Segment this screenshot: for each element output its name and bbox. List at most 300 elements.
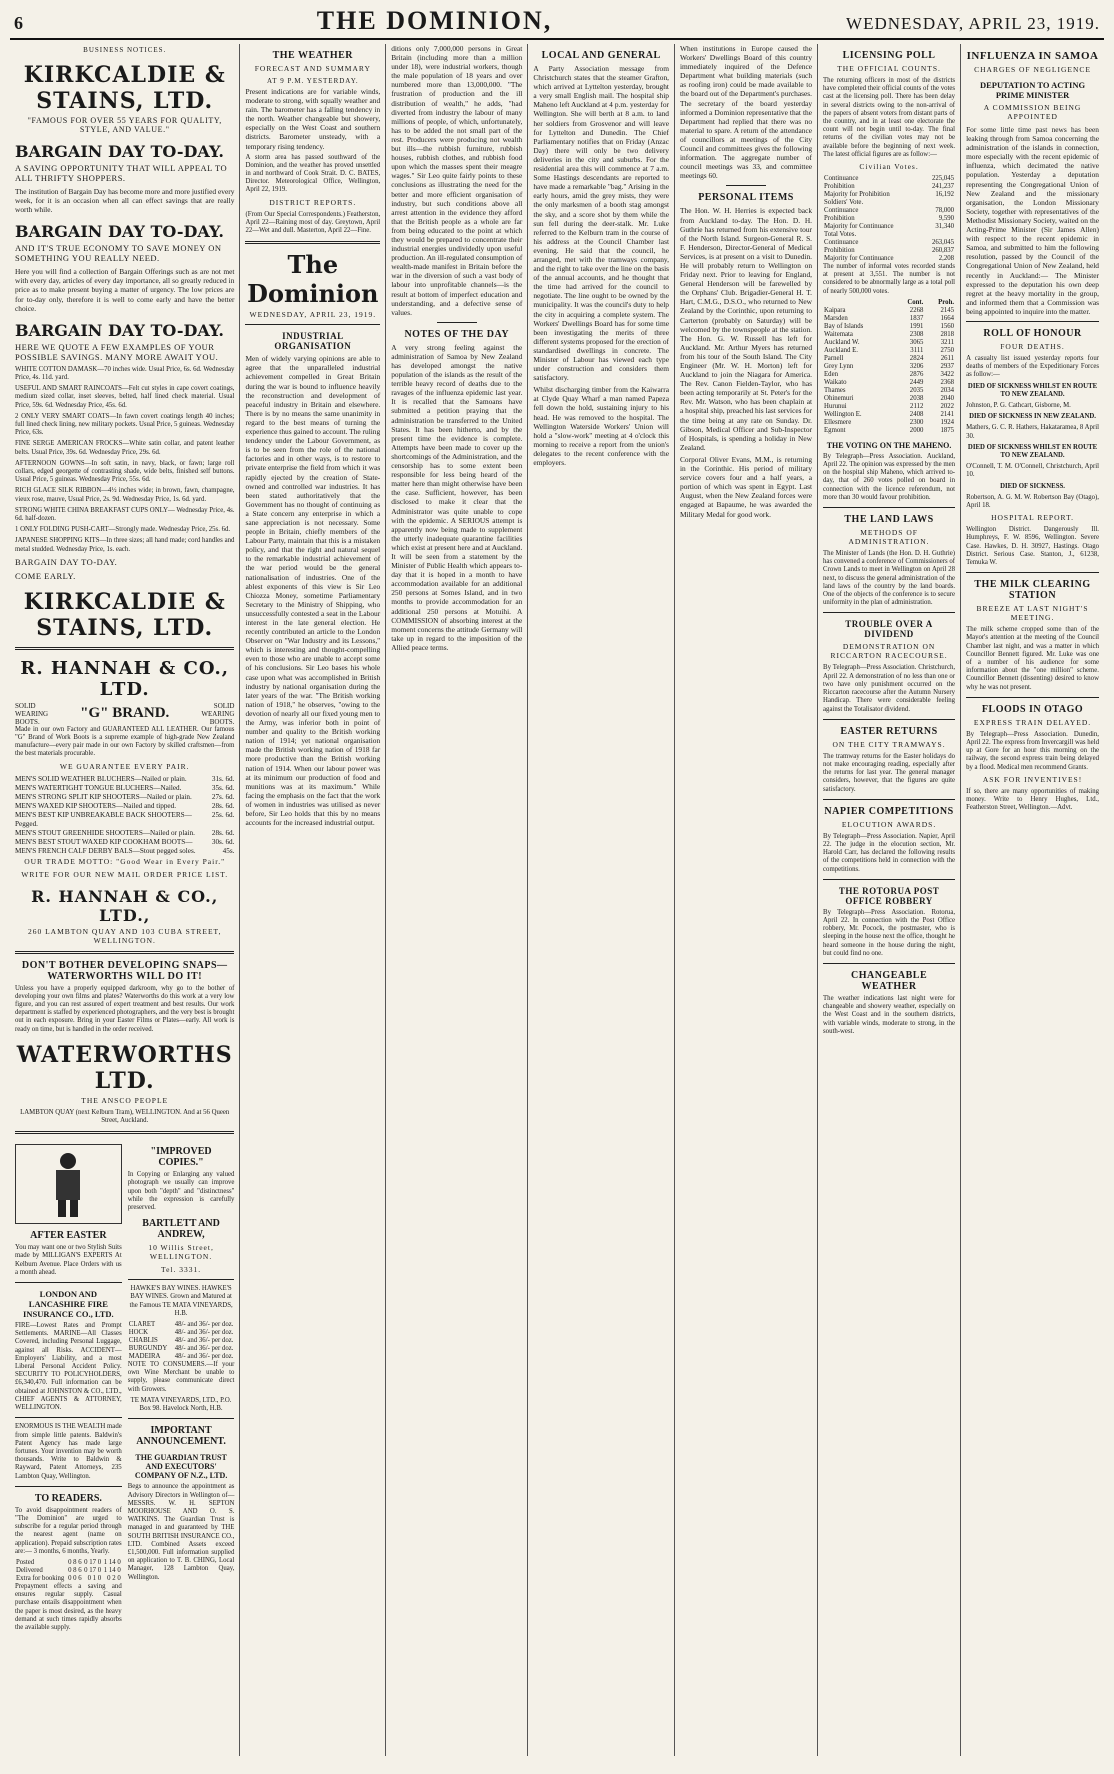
vote-row-cell: Majority for Prohibition — [824, 191, 890, 199]
hannah-right-label: SOLID WEARING BOOTS. — [201, 701, 235, 726]
boot-price: 31s. 6d. — [211, 774, 235, 783]
wines-footer: TE MATA VINEYARDS, LTD., P.O. Box 98. Havelock North, H.B. — [130, 1396, 232, 1413]
electorate-row-cell: Kaipara — [824, 306, 846, 314]
boot-item: MEN'S WAXED KIP SHOOTERS—Nailed and tipped. — [15, 801, 177, 810]
column-local-general — [528, 44, 675, 1756]
boot-price-row — [15, 829, 234, 838]
rate-row-cell: Posted — [16, 1558, 35, 1566]
robbery-text: By Telegraph—Press Association. Rotorua, April 22. In connection with the Post Office robbery, Mr. Pocock, the postmaster, who is sleeping in the house next the office, thought he heard someone in the house during the night, but could find no one. — [823, 908, 956, 957]
newspaper-page — [10, 6, 1104, 1758]
electorate-row — [823, 411, 955, 419]
land-text: The Minister of Lands (the Hon. D. H. Guthrie) has convened a conference of Commissioners of Crown Lands to meet in Wellington on April 28 next, to discuss the general administration of the land laws of the country by the land boards. One of the objects of the conference is to secure uniformity in the plan of administration. — [823, 550, 956, 607]
electorate-row-cell: 2022 — [940, 402, 955, 410]
easter-text: The tramway returns for the Easter holidays do not make encouraging reading, especially after the returns for last year. The general manager considers, however, that the figures are quite satisfactory. — [823, 752, 956, 793]
masthead — [10, 6, 1104, 40]
roll-entry: DIED OF SICKNESS. — [1000, 482, 1065, 490]
readers-heading: TO READERS. — [34, 1492, 102, 1504]
snaps-heading: DON'T BOTHER DEVELOPING SNAPS— WATERWORTHS WILL DO IT! — [21, 959, 228, 982]
electorate-row-cell: Waitemata — [824, 330, 853, 338]
bargain-text-2: Here you will find a collection of Bargain Offerings such as are not met with every day, articles of every day importance, all so greatly reduced in price as to make present buying a matter of urgency. The low prices are for to-day only, therefore it is well to come early and have the better choice. — [15, 267, 235, 313]
electorate-row — [823, 355, 955, 363]
electorate-row — [823, 395, 955, 403]
deputation-heading: DEPUTATION TO ACTING PRIME MINISTER — [979, 80, 1086, 100]
inventives-heading: ASK FOR INVENTIVES! — [982, 774, 1083, 784]
bartlett-tel: Tel. 3331. — [161, 1265, 202, 1275]
hannah-text: Made in our own Factory and GUARANTEED ALL LEATHER. Our famous "G" Brand of Work Boots is a supreme example of high-grade New Zealand manufacture—every pair made in our own Factory by skilled craftsmen—from the best materials procurable. — [15, 725, 235, 758]
rate-row-cell: 0 1 0 — [87, 1574, 102, 1582]
vote-row — [823, 255, 955, 263]
vote-row — [823, 207, 955, 215]
wine-row — [128, 1321, 235, 1329]
rate-row-cell: 0 8 6 — [68, 1566, 82, 1574]
column-business-notices — [10, 44, 240, 1756]
column-editorial-notes — [386, 44, 528, 1756]
kirkcaldie-name: KIRKCALDIE & STAINS, LTD. — [23, 62, 226, 114]
boot-price: 35s. 6d. — [211, 783, 235, 792]
boot-price-row — [15, 802, 234, 811]
bargain-item: STRONG WHITE CHINA BREAKFAST CUPS ONLY— Wednesday Price, 4s. 6d. half-dozen. — [15, 506, 235, 522]
influenza-text: For some little time past news has been leaking through from Samoa concerning the administration of the islands in connection, more especially with the recent epidemic of influenza, which decimated the native population. Yesterday a deputation representing the Congregational Union of New Zealand and the missionary organisation, the London Missionary Society, together with representatives of the Methodist Missionary Society, waited on the Acting-Prime Minister (Sir James Allen) with respect to the recent epidemic in Samoa, and submitted to him the following resolution, passed by the Council of the Congregational Union of New Zealand, held recently in Auckland:— The Minister expressed to the deputation his own deep regret at the heavy mortality in the group, and informed them that a Commission was being appointed to inquire into the matter. — [966, 125, 1099, 316]
boot-item: MEN'S BEST STOUT WAXED KIP COOKHAM BOOTS— — [15, 837, 193, 846]
electorate-row-cell: Auckland W. — [824, 338, 860, 346]
boot-price: 28s. 6d. — [211, 801, 235, 810]
reports-text: (From Our Special Correspondents.) Featherston, April 22—Raining most of day. Greytown, April 22—Wet and dull. Masterton, April 22—Fine. — [245, 210, 381, 235]
electorate-row-cell: Wellington E. — [824, 410, 862, 418]
personal-text: The Hon. W. H. Herries is expected back from Auckland to-day. The Hon. D. H. Guthrie has returned from his extensive tour of the North Island. Surgeon-General R. S. F. Henderson, Director-General of Medical Services, is at present on a visit to Dunedin. He will probably return to Wellington on Friday next. Prior to leaving for England, General Henderson will be farewelled by the Orphans' Club. Brigadier-General H. T. Hart, C.M.G., D.S.O., who returned to New Zealand by the Corinthic, upon returning to Carterton (probably on Saturday) will be welcomed by the townspeople at the station. The Hon. G. W. Russell has left for Auckland. Mr. Arthur Myers has returned from his tour of the South Island. The City Engineer (Mr. W. H. Morton) left for Auckland to join the Niagara for America. The Rev. Canon Fielden-Taylor, who has been acting temporarily at St. Peter's for the Rev. Mr. Watson, who has been chaplain at a hospital ship, preached his last services for the time being at any rate on Sunday. Dr. Gibson, Medical Officer and Sub-Inspector of Hospitals, is spending a holiday in New Zealand. — [680, 206, 813, 452]
bargain-item: WHITE COTTON DAMASK—70 inches wide. Usual Price, 6s. 6d. Wednesday Price, 4s. 11d. yard. — [15, 365, 235, 381]
boot-price: 27s. 6d. — [211, 792, 235, 801]
electorate-row — [823, 315, 955, 323]
vote-row-cell — [922, 231, 955, 239]
wine-row-cell: 48/- and 36/- per doz. — [174, 1321, 234, 1329]
wines-note: NOTE TO CONSUMERS.—If your own Wine Merchant be unable to supply, please communicate direct with Growers. — [127, 1361, 235, 1393]
vote-row — [823, 223, 955, 231]
industrial-text: Men of widely varying opinions are able to agree that the unparalleled industrial achievement compelled in Great Britain during the war is bound to influence heavily the reconstruction and development of peaceful industry in Britain and elsewhere. There is by no means the same unanimity in regard to the best means of turning the experience thus gained to account. The ruling tendency under the Labour Government, as is to be seen from the role of the national factories and in other ways, is to restore to private enterprise the field from which it was rapidly ejected by the creation of State-owned and controlled war industries. It has been stated authoritatively that the Government has no thought of continuing as a State concern any enterprise in which a sane appreciation is not necessary. Some people in Britain, chiefly members of the Labour Party, maintain that this is a mistaken policy, and that the right and natural sequel to the remarkable industrial achievement of the war period would be the general nationalisation of industries. One of the ablest exponents of this view is Sir Leo Chiozza Money, sometime Parliamentary Secretary to the Ministry of Shipping, who unsuccessfully contested a seat in the Labour interest in the late general election. He recently contributed an article to the London Observer on "War Industry and its Lessons," which is interesting and thought-compelling even to those who are unable to accept some of his conclusions. Sir Leo bases his whole case upon what was accomplished in British industry by national organisation during the later years of the war. "The British working nation of 1918," he observes, "owing to the devotion of nearly all our fixed young men to the Army, was inferior both in point of number and quality to the British working nation of 1914; yet national organisation made the British working nation of 1918 far more productive than the British working nation of 1914. When our labour power was at its minimum our production of food and munitions was at its maximum." While facing the emphasis on the fact that the work of women in industries was utilised as never before, Sir Leo holds that this by no means accounts for the increased industrial output. — [245, 354, 381, 828]
boots-price-list — [15, 775, 234, 856]
bargain-footer-1: BARGAIN DAY TO-DAY. — [15, 556, 118, 567]
electorate-row — [823, 307, 955, 315]
commission-heading: A COMMISSION BEING APPOINTED — [983, 103, 1082, 121]
section-label: BUSINESS NOTICES. — [83, 46, 167, 54]
napier-text: By Telegraph—Press Association. Napier, April 22. The judge in the elocution section, Mr. Harold Carr, has declared the following results of the competitions held in connection with the competitions. — [823, 832, 956, 873]
vote-row-cell: Majority for Continuance — [824, 223, 894, 231]
local-continued: When institutions in Europe caused the Workers' Dwellings Board of this country immediately inquired of the Defence Department what building materials (such as roofing iron) could be made available to the board out of the Department's purchases. The secretary of the board yesterday informed a Dominion representative that the Department had replied that there was no material to spare. A return of the attendance of councillors at meetings of the City Council and committees gives the following information. The aggregate number of council meetings was 33, and committee meetings 60. — [680, 44, 813, 181]
electorate-row-cell: 2300 — [909, 418, 924, 426]
rate-row-cell: Extra for booking — [16, 1574, 65, 1582]
vote-row — [823, 231, 955, 239]
vote-row — [823, 247, 955, 255]
electorate-row-cell: 2449 — [909, 378, 924, 386]
electorate-row-cell: 3422 — [940, 370, 955, 378]
bartlett-address: 10 Willis Street, WELLINGTON. — [148, 1243, 214, 1262]
electorate-row-cell: 1991 — [909, 322, 924, 330]
electorate-row-cell: 1664 — [940, 314, 955, 322]
rate-row-cell: 1 14 0 — [103, 1558, 121, 1566]
left-lower-ads — [15, 1140, 122, 1635]
boot-price-row — [15, 775, 234, 784]
important-heading: IMPORTANT ANNOUNCEMENT. — [136, 1425, 226, 1448]
electorate-row-cell: 2611 — [940, 354, 955, 362]
industrial-heading: INDUSTRIAL ORGANISATION — [274, 331, 352, 352]
bargain-item: USEFUL AND SMART RAINCOATS—Felt cut styles in cape covert coatings, medium sized collar, inset sleeves, belted, half lined check material. Usual Price, 59s. 6d. Wednesday Price, 45s. 6d. — [15, 385, 235, 409]
robbery-heading: THE ROTORUA POST OFFICE ROBBERY — [838, 885, 940, 906]
roll-text: A casualty list issued yesterday reports four deaths of members of the Expeditionary Forces as follow:— — [966, 354, 1099, 379]
dividend-text: By Telegraph—Press Association. Christchurch, April 22. A demonstration of no less than one or two have only punishment occurred on the Riccarton racecourse after the Autumn Nursery Handicap. There were considerable feeling against the Totalisator dividend. — [823, 664, 956, 713]
issue-date: WEDNESDAY, APRIL 23, 1919. — [846, 14, 1100, 33]
weather-note: A storm area has passed southward of the Dominion, and the weather has proved unsettled in and northward of Cook Strait. D. C. BATES, Director. Meteorological Office, Wellington, April 22, 1919. — [245, 153, 381, 194]
electorate-header-cell — [823, 299, 894, 307]
roll-list — [966, 383, 1099, 511]
vote-row-cell: Majority for Continuance — [824, 255, 894, 263]
vote-row-cell: Continuance — [824, 207, 859, 215]
weather-sub: FORECAST AND SUMMARY — [254, 64, 371, 73]
vote-row-cell: Prohibition — [824, 247, 855, 255]
improved-copies-heading: "IMPROVED COPIES." — [150, 1146, 212, 1169]
electorate-header — [823, 299, 955, 307]
electorate-row-cell: 2824 — [909, 354, 924, 362]
wine-row-cell: 48/- and 36/- per doz. — [174, 1345, 234, 1353]
waterworths-sub: THE ANSCO PEOPLE — [81, 1095, 169, 1105]
boot-item: MEN'S FRENCH CALF DERBY BALS—Stout pegged soles. — [15, 846, 196, 855]
electorate-row-cell: Ohinemuri — [824, 394, 854, 402]
bargain-item: AFTERNOON GOWNS—In soft satin, in navy, black, or fawn; large roll collars, edged georgette of contrasting shade, wide belts, finished self buttons. Usual Price, 5 guineas. Wednesday Price, 55s. 6d. — [15, 459, 235, 484]
bargain-item: FINE SERGE AMERICAN FROCKS—White satin collar, and patent leather belts. Usual Price, 39s. 6d. Wednesday Price, 29s. 6d. — [15, 440, 235, 456]
hawkes-heading: HAWKE'S BAY WINES. HAWKE'S BAY WINES. Grown and Matured at the Famous TE MATA VINEYARDS, H.B. — [129, 1285, 233, 1317]
electorate-row-cell: 3111 — [910, 346, 924, 354]
hannah-address: 260 LAMBTON QUAY AND 103 CUBA STREET, WELLINGTON. — [27, 926, 222, 945]
local-text: A Party Association message from Christchurch states that the steamer Grafton, which arrived at Lyttelton yesterday, brought a very small English mail. The hospital ship Maheno left Auckland at 4 p.m. yesterday for Wellington. She will berth at 8 a.m. to land her soldiers from Grosvenor and will leave for Lyttelton and Dunedin. The Chief Parliamentary notifies that on Friday (Anzac Day) there will only be two delivery deliveries in the city and suburbs. For the residential area this will commence at 7 a.m. Some Hastings descendants are reported to have made a remarkable "bag." Arising in the early hours, amid the grey mists, they were the only marksmen of a booth stag amongst the sky, and a score shot by them while the sun fell during the deer-stalk. Mr. Luke referred to the Kelburn tram in the course of his address at the Council Chamber last evening. He said that the council, he arranged, met with the tramways company, and the right to take over the line on the basis of the annual accounts, and he thought that the time had arrived for the council to negotiate. The line ought to be owned by the municipality. It was the council's duty to help the city in acquiring a complete system. The Workers' Dwellings Board has for some time been investigating the merits of three different systems proposed for the erection of standardised dwellings in concrete. The Minister of Labour has viewed each type under construction and considers them satisfactory. — [533, 64, 669, 383]
rate-row-cell: 1 14 0 — [103, 1566, 121, 1574]
wine-row — [128, 1345, 235, 1353]
bargain-sub-3: HERE WE QUOTE A FEW EXAMPLES OF YOUR POSSIBLE SAVINGS. MANY MORE AWAIT YOU. — [15, 341, 219, 362]
boot-price: 45s. — [222, 846, 235, 855]
electorate-row-cell: Marsden — [824, 314, 848, 322]
rate-row — [15, 1567, 122, 1575]
wine-row — [128, 1353, 235, 1361]
electorate-row-cell: 2408 — [909, 410, 924, 418]
boot-item: MEN'S STOUT GREENHIDE SHOOTERS—Nailed or plain. — [15, 828, 195, 837]
rate-row — [15, 1559, 122, 1567]
electorate-row-cell: 1875 — [940, 426, 955, 434]
licensing-text: The returning officers in most of the districts have completed their official counts of the votes cast at the licensing poll. There has been delay in several districts owing to the non-arrival of the papers of absent voters from distant parts of the country, and in at least one electorate the count will not begin until to-day. The final returns of the civilian votes may not be available before the beginning of next week. The latest official figures are as follow:— — [823, 77, 956, 158]
hannah-guarantee: WE GUARANTEE EVERY PAIR. — [59, 761, 190, 771]
newspaper-title: THE DOMINION, — [316, 6, 553, 35]
electorate-row-cell: 2368 — [940, 378, 955, 386]
vote-row-cell: 260,837 — [931, 247, 955, 255]
electorate-row-cell: 2268 — [909, 306, 924, 314]
boot-item: MEN'S BEST KIP UNBREAKABLE BACK SHOOTERS—Pegged. — [15, 810, 192, 828]
weather-text: Present indications are for variable winds, moderate to strong, with squally weather and rain. The barometer has a falling tendency in the north. Weather changeable but showery, especially on the West Coast and southern districts. Barometer unsteady, with a temporary rising tendency. — [245, 87, 381, 151]
milk-heading: THE MILK CLEARING STATION — [974, 579, 1091, 602]
bargain-sub-1: A SAVING OPPORTUNITY THAT WILL APPEAL TO ALL THRIFTY SHOPPERS. — [15, 163, 228, 183]
electorate-row-cell: Egmont — [824, 426, 846, 434]
roll-sub: FOUR DEATHS. — [1000, 341, 1065, 351]
napier-sub: ELOCUTION AWARDS. — [841, 819, 937, 829]
notes-heading: NOTES OF THE DAY — [404, 328, 510, 340]
electorate-row-cell: 2937 — [940, 362, 955, 370]
electorate-row-cell: 2035 — [909, 386, 924, 394]
boot-price-row — [15, 847, 234, 856]
electorate-row — [823, 403, 955, 411]
vote-row-cell — [922, 199, 955, 207]
electorate-row-cell: 1560 — [940, 322, 955, 330]
maheno-text: By Telegraph—Press Association. Auckland, April 22. The opinion was expressed by the men on the hospital ship Maheno, which arrived to-day, that of 260 votes polled on board in connection with the licence referendum, not more than 30 would favour prohibition. — [823, 452, 956, 501]
electorate-row — [823, 371, 955, 379]
weather-change-text: The weather indications last night were for changeable and showery weather, especially on the West Coast and in the southern districts, with variable winds, moderate to strong, in the south-west. — [823, 994, 956, 1035]
after-easter-text: You may want one or two Stylish Suits made by MILLIGAN'S EXPERTS At Kelburn Avenue. Place Orders with us a month ahead. — [15, 1244, 122, 1276]
vote-row-cell: Continuance — [824, 175, 859, 183]
boot-price: 30s. 6d. — [211, 837, 235, 846]
column-influenza — [961, 44, 1104, 1756]
electorate-row — [823, 363, 955, 371]
vote-row — [823, 175, 955, 183]
hannah-brand-row — [15, 702, 234, 726]
vote-row-cell: Prohibition — [824, 183, 855, 191]
rate-row-cell: 0 17 0 — [84, 1558, 102, 1566]
bargain-heading-1: BARGAIN DAY TO-DAY. — [15, 142, 224, 161]
rate-row-cell: 0 8 6 — [68, 1558, 82, 1566]
napier-heading: NAPIER COMPETITIONS — [824, 805, 954, 817]
electorate-table — [823, 299, 955, 435]
easter-heading: EASTER RETURNS — [840, 725, 938, 737]
vote-row — [823, 191, 955, 199]
hospital-text: Wellington District. Dangerously Ill. Humphreys, F. W. 8596, Wellington. Severe Case. Hawkes, D. H. 30927, Hastings. Otago District. Serious Case. Stanton, J., 61238, Temuka W. — [966, 526, 1099, 567]
civilian-label: Civilian Votes. — [859, 162, 919, 172]
electorate-row-cell: Auckland E. — [824, 346, 859, 354]
electorate-row — [823, 419, 955, 427]
bargain-sub-2: AND IT'S TRUE ECONOMY TO SAVE MONEY ON SOMETHING YOU REALLY NEED. — [15, 243, 222, 264]
hannah-motto: OUR TRADE MOTTO: "Good Wear in Every Pair." — [24, 856, 226, 866]
electorate-row — [823, 339, 955, 347]
licensing-text-2: The number of informal votes recorded stands at present at 3,551. The number is not considered to be abnormally large as a total poll of nearly 500,000 votes. — [823, 263, 956, 295]
roll-entry: DIED OF SICKNESS WHILST EN ROUTE TO NEW ZEALAND. — [967, 443, 1098, 459]
personal-heading: PERSONAL ITEMS — [698, 192, 794, 204]
weather-heading: THE WEATHER — [272, 50, 354, 61]
readers-text: To avoid disappointment readers of "The Dominion" are urged to subscribe for a regular period through the nearest agent (name on application). Prepaid subscription rates are:— 3 months, 6 months, Yearly. — [15, 1506, 122, 1555]
bargain-heading-3: BARGAIN DAY TO-DAY. — [15, 320, 224, 340]
weather-time: AT 9 P.M. YESTERDAY. — [267, 77, 359, 85]
electorate-row-cell: 2141 — [940, 410, 955, 418]
editorial-continued: ditions only 7,000,000 persons in Great Britain (including more than a million under 18), were industrial workers, though the male population of 18 years and over numbered more than 13,000,000. "The frustration of production and the ill distribution of wealth," he adds, "had diverted from industry the labour of many millions of people, of which, unfortunately, has to be added the not small part of the rest. Producers were producing not wealth but ills—the rubbish furniture, rubbish houses, rubbish clothes, and rubbish food upon which the masses spent their meagre wages." Sir Leo quite fairly points to these conclusions as illustrating the need for the better and more efficient organisation of industry, but such conditions above all arrest attention in the evidence they afford that the British people as a whole are far from being educated to the point at which they would be prepared to concentrate their industrial energies undividedly upon useful production. An ill-regulated consumption of wealth-made manifest in Britain before the war in the diversion of such a vast body of labour into unprofitable channels—is the result at bottom of imperfect education and understanding, and a defective sense of values. — [391, 44, 523, 317]
guardian-text: Begs to announce the appointment as Advisory Directors in Wellington of— MESSRS. W. H. SEPTON MOORHOUSE AND O. S. WATKINS. The Guardian Trust is managed in and guaranteed by THE SOUTH BRITISH INSURANCE CO., LTD. Combined Assets exceed £1,500,000. Full information supplied on application to T. B. CHING, Local Manager, 128 Lambton Quay, Wellington. — [127, 1483, 235, 1581]
electorate-row-cell: 3211 — [940, 338, 955, 346]
rate-row — [15, 1575, 122, 1583]
roll-entry: O'Connell, T. M. O'Connell, Christchurch, April 10. — [966, 463, 1099, 479]
electorate-row-cell: Thames — [824, 386, 846, 394]
dividend-heading: TROUBLE OVER A DIVIDEND — [845, 619, 933, 640]
wine-row-cell: 48/- and 36/- per doz. — [174, 1337, 234, 1345]
local-heading: LOCAL AND GENERAL — [541, 50, 661, 61]
waterworths-address: LAMBTON QUAY (next Kelburn Tram), WELLINGTON. And at 56 Queen Street, Auckland. — [20, 1108, 230, 1125]
electorate-row — [823, 331, 955, 339]
subscription-rates-table — [15, 1559, 122, 1583]
electorate-row-cell: Eden — [824, 370, 838, 378]
vote-row-cell: Soldiers' Vote. — [824, 199, 864, 207]
editorial-date: WEDNESDAY, APRIL 23, 1919. — [249, 310, 377, 320]
influenza-sub: CHARGES OF NEGLIGENCE — [974, 65, 1091, 74]
insurance-text: FIRE—Lowest Rates and Prompt Settlements. MARINE—All Classes Covered, including Personal Luggage, against all Risks. ACCIDENT—Employers' Liability, and a most Liberal Personal Accident Policy. SECURITY TO POLICYHOLDERS, £6,340,470. Full information can be obtained at JOHNSTON & CO., LTD., CHIEF AGENTS & ATTORNEY, WELLINGTON. — [15, 1322, 122, 1412]
land-sub: METHODS OF ADMINISTRATION. — [848, 528, 930, 547]
reports-heading: DISTRICT REPORTS. — [269, 197, 357, 207]
vote-row — [823, 239, 955, 247]
bargain-footer-2: COME EARLY. — [15, 570, 76, 581]
vote-row-cell: 31,340 — [935, 223, 955, 231]
weather-change-heading: CHANGEABLE WEATHER — [850, 969, 928, 992]
electorate-row-cell: Parnell — [824, 354, 844, 362]
suit-illustration — [15, 1144, 122, 1224]
roll-heading: ROLL OF HONOUR — [983, 327, 1082, 339]
boot-item: MEN'S WATERTIGHT TONGUE BLUCHERS—Nailed. — [15, 783, 182, 792]
electorate-row-cell: 1837 — [909, 314, 924, 322]
land-heading: THE LAND LAWS — [844, 514, 934, 526]
vote-row-cell: 78,000 — [935, 207, 955, 215]
electorate-row-cell: 3065 — [909, 338, 924, 346]
page-number: 6 — [14, 13, 23, 33]
vote-row-cell: 225,045 — [931, 175, 955, 183]
flood-text: By Telegraph—Press Association. Dunedin, April 22. The express from Invercargill was held up at Gore for an hour this morning on the railway, the second express train being delayed by a flood. Medical men recommend Grants. — [966, 730, 1099, 771]
licensing-sub: THE OFFICIAL COUNTS. — [837, 64, 941, 73]
electorate-row — [823, 323, 955, 331]
snaps-text: Unless you have a properly equipped darkroom, why go to the bother of developing your own films and plates? Waterworths do this work at a very low figure, and you can rest assured of expert treatment and best results. Our work department is staffed by experienced photographers, and the very best is brought out in each exposure. Bring in your Easter Films or Plates—early. All work is ready on time, but is handled in the order received. — [15, 984, 235, 1033]
electorate-row-cell: 2040 — [940, 394, 955, 402]
after-easter-heading: AFTER EASTER — [30, 1230, 107, 1242]
column-personal — [675, 44, 818, 1756]
electorate-row-cell: Waikato — [824, 378, 847, 386]
bargain-item: JAPANESE SHOPPING KITS—In three sizes; all hand made; cord handles and metal studded. Wednesday Price, 1s. each. — [15, 537, 235, 553]
bargain-item: 1 ONLY FOLDING PUSH-CART—Strongly made. Wednesday Price, 25s. 6d. — [15, 526, 231, 534]
electorate-row-cell: Hurunui — [824, 402, 847, 410]
bargain-item: RICH GLACE SILK RIBBON—4½ inches wide; in brown, fawn, champagne, vieux rose, mauve, Usual Price, 2s. 9d. Wednesday Price, 1s. 6d. yard. — [15, 487, 235, 503]
electorate-row-cell: 2000 — [909, 426, 924, 434]
wine-row-cell: MADEIRA — [128, 1353, 161, 1361]
vote-row-cell: 16,192 — [935, 191, 955, 199]
roll-entry: Johnston, P. G. Cathcart, Gisborne, M. — [966, 401, 1071, 409]
inventives-text: If so, there are many opportunities of making money. Write to Henry Hughes, Ltd., Featherston Street, Wellington.—Advt. — [966, 787, 1099, 812]
wine-row-cell: CHABLIS — [128, 1337, 158, 1345]
vote-row — [823, 183, 955, 191]
wine-row-cell: CLARET — [128, 1321, 156, 1329]
waterworths-name: WATERWORTHS LTD. — [16, 1041, 233, 1094]
electorate-row-cell: 2818 — [940, 330, 955, 338]
votes-table — [823, 175, 955, 263]
electorate-row — [823, 379, 955, 387]
electorate-row-cell: 1924 — [940, 418, 955, 426]
electorate-row-cell: 2145 — [940, 306, 955, 314]
wine-row — [128, 1329, 235, 1337]
wine-row-cell: BURGUNDY — [128, 1345, 168, 1353]
personal-text-2: Corporal Oliver Evans, M.M., is returning in the Corinthic. His period of military service covers four and a half years, a portion of which was spent in Egypt. Last August, when the New Zealand forces were engaged at Bapaume, he was awarded the Military Medal for good work. — [680, 454, 813, 519]
lower-ads-row — [15, 1140, 234, 1635]
flood-sub: EXPRESS TRAIN DELAYED. — [973, 717, 1092, 727]
influenza-heading: INFLUENZA IN SAMOA — [966, 50, 1099, 62]
local-text-2: Whilst discharging timber from the Kaiwarra at Clyde Quay Wharf a man named Papeza fell down the hold, sustaining injury to his head. He was removed to the hospital. The Wellington Waterside Workers' Union will hold a "slow-work" meeting at 4 o'clock this morning to receive a report from the union's delegates to the recent conference with the employers. — [533, 385, 669, 468]
vote-row-cell: Prohibition — [824, 215, 855, 223]
electorate-header-cell: Proh. — [938, 298, 955, 306]
electorate-row-cell: 2308 — [909, 330, 924, 338]
dividend-sub: DEMONSTRATION ON RICCARTON RACECOURSE. — [830, 642, 948, 661]
hannah-name-footer: R. HANNAH & CO., LTD., — [31, 886, 219, 925]
electorate-row — [823, 427, 955, 435]
electorate-row-cell: 3206 — [909, 362, 924, 370]
roll-entry: DIED OF SICKNESS WHILST EN ROUTE TO NEW ZEALAND. — [967, 382, 1098, 398]
bargain-heading-2: BARGAIN DAY TO-DAY. — [15, 222, 224, 242]
electorate-row-cell: 2034 — [940, 386, 955, 394]
rate-row-cell: 0 17 0 — [84, 1566, 102, 1574]
wine-row-cell: 48/- and 36/- per doz. — [174, 1353, 234, 1361]
guardian-name: THE GUARDIAN TRUST AND EXECUTORS' COMPANY OF N.Z., LTD. — [134, 1453, 228, 1481]
vote-row-cell: Total Votes. — [824, 231, 857, 239]
roll-entry: DIED OF SICKNESS IN NEW ZEALAND. — [969, 413, 1096, 421]
hannah-write: WRITE FOR OUR NEW MAIL ORDER PRICE LIST. — [21, 869, 229, 879]
vote-row — [823, 215, 955, 223]
vote-row-cell: Continuance — [824, 239, 859, 247]
electorate-header-cell: Cont. — [907, 298, 924, 306]
boot-price-row — [15, 838, 234, 847]
column-licensing — [818, 44, 961, 1756]
hannah-name: R. HANNAH & CO., LTD. — [20, 657, 230, 700]
readers-footer: Prepayment effects a saving and ensures regular supply. Casual purchase entails disappointment when the paper is most desired, as the heavy demand at such times rapidly absorbs the available supply. — [15, 1582, 122, 1631]
bartlett-name: BARTLETT AND ANDREW, — [142, 1218, 220, 1241]
wine-row — [128, 1337, 235, 1345]
rate-row-cell: Delivered — [16, 1566, 43, 1574]
editorial-masthead: The Dominion — [247, 250, 379, 309]
boot-price-row — [15, 811, 234, 829]
right-lower-ads — [128, 1140, 235, 1635]
hannah-brand: "G" BRAND. — [80, 705, 170, 722]
kirkcaldie-name-footer: KIRKCALDIE & STAINS, LTD. — [23, 588, 226, 641]
electorate-row-cell: 2038 — [909, 394, 924, 402]
notes-text: A very strong feeling against the administration of Samoa by New Zealand has developed amongst the native population of the islands as the result of the terrible heavy record of deaths due to the ravages of the influenza epidemic last year. It is recalled that the Samoans have submitted a petition praying that the administration be transferred to the United States. It has been hitherto, and by the present time the evidence is complete. Attempts have been made to cover up the shortcomings of the Administration, and the censorship has to some extent been responsible for less being heard of the matter here than might otherwise have been the case. Sufficient, however, has been disclosed to make it clear that the Administrator was quite unable to cope with the epidemic. A SERIOUS attempt is apparently now being made to supplement the utterly inadequate quarantine facilities which exist at present here and at Auckland. It will be seen from a statement by the Minister of Public Health which appears to-day that it is hoped in a month to have accommodation available for an additional 250 persons at Somes Island, and in two months to provide accommodation for an additional 250 persons at Motuihi. A COMMISSION of absorbing interest at the moment concerns the attitude Germany will take up in regard to the imposition of the Allied peace terms. — [391, 342, 523, 652]
improved-copies-text: In Copying or Enlarging any valued photograph we usually can improve upon both "depth" and "distinctness" while the expression is carefully preserved. — [127, 1171, 235, 1212]
electorate-row-cell: Grey Lynn — [824, 362, 854, 370]
licensing-heading: LICENSING POLL — [842, 50, 936, 61]
insurance-name: LONDON AND LANCASHIRE FIRE INSURANCE CO., LTD. — [23, 1289, 114, 1320]
milk-sub: BREEZE AT LAST NIGHT'S MEETING. — [976, 604, 1089, 623]
wine-row-cell: 48/- and 36/- per doz. — [174, 1329, 234, 1337]
roll-entry: Robertson, A. G. M. W. Robertson Bay (Otago), April 18. — [966, 493, 1099, 510]
hospital-heading: HOSPITAL REPORT. — [991, 513, 1074, 523]
boot-item: MEN'S SOLID WEATHER BLUCHERS—Nailed or plain. — [15, 774, 187, 783]
boot-item: MEN'S STRONG SPLIT KIP SHOOTERS—Nailed or plain. — [15, 792, 192, 801]
electorate-row-cell: 2876 — [909, 370, 924, 378]
bargain-text-1: The institution of Bargain Day has become more and more justified every week, for it is an occasion when all can effect savings that are really worth while. — [15, 187, 235, 215]
vote-row-cell: 241,237 — [931, 183, 955, 191]
vote-row-cell: 9,590 — [938, 215, 955, 223]
electorate-row-cell: 2750 — [940, 346, 955, 354]
boot-price: 28s. 6d. — [211, 828, 235, 837]
vote-row — [823, 199, 955, 207]
kirkcaldie-tagline: "FAMOUS FOR OVER 55 YEARS FOR QUALITY, STYLE, AND VALUE." — [27, 116, 222, 134]
boot-price-row — [15, 793, 234, 802]
flood-heading: FLOODS IN OTAGO — [981, 703, 1084, 715]
vote-row-cell: 2,208 — [938, 255, 955, 263]
wine-row-cell: HOCK — [128, 1329, 148, 1337]
roll-entry: Mathers, G. C. R. Hathers, Hakataramea, 8 April 30. — [966, 424, 1099, 440]
electorate-row-cell: Ellesmere — [824, 418, 852, 426]
electorate-row-cell: 2112 — [910, 402, 924, 410]
vote-row-cell: 263,045 — [931, 239, 955, 247]
hannah-left-label: SOLID WEARING BOOTS. — [15, 701, 49, 726]
patent-text: ENORMOUS IS THE WEALTH made from simple little patents. Baldwin's Patent Agency has made large fortunes. Your invention may be worth thousands. Write to Baldwin & Rayward, Patent Attorneys, 235 Lambton Quay, Wellington. — [15, 1423, 122, 1480]
boot-price: 25s. 6d. — [211, 810, 235, 819]
rate-row-cell: 0 2 0 — [107, 1574, 121, 1582]
electorate-row-cell: Bay of Islands — [824, 322, 864, 330]
gentleman-figure-icon — [38, 1149, 98, 1219]
milk-text: The milk scheme cropped some than of the Mayor's attention at the meeting of the Council Chamber last night, and was a matter in which Councillor Bennett figured. Mr. Luke was one of a number of his audience for some information about the "one million" scheme. Councillor Bennett (dissenting) desired to know why he was not present. — [966, 626, 1099, 691]
maheno-heading: THE VOTING ON THE MAHENO. — [826, 440, 952, 450]
column-weather-editorial — [240, 44, 386, 1756]
bargain-item: 2 ONLY VERY SMART COATS—In fawn covert coatings length 40 inches; full lined check lining, new military pockets. Usual Price, 5 guineas. Wednesday Price, 63s. — [15, 412, 235, 437]
